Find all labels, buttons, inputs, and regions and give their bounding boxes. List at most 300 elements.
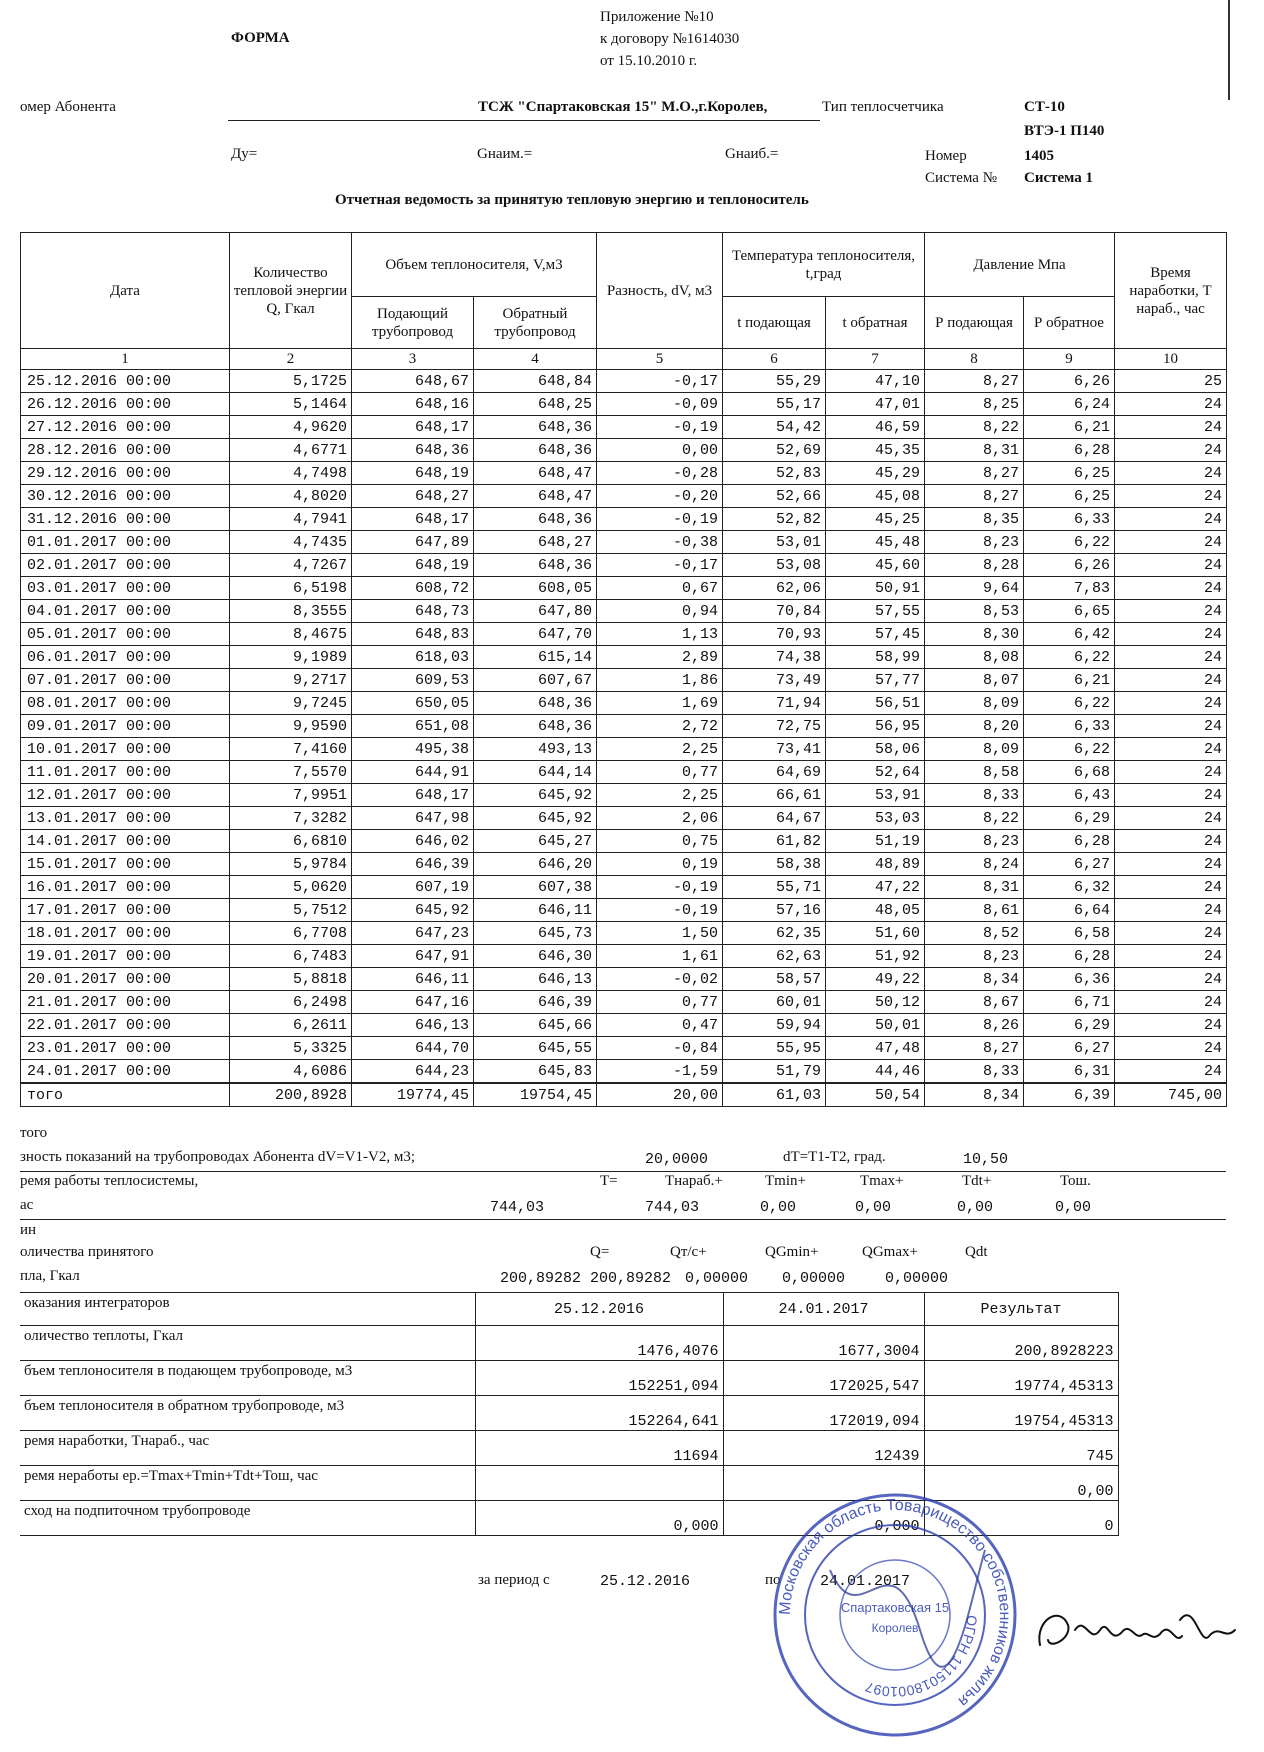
heat-value: 0,00000: [685, 1270, 749, 1287]
row-cell: 64,69: [723, 761, 826, 784]
row-cell: 55,29: [723, 370, 826, 393]
row-cell: 24: [1115, 853, 1227, 876]
row-date: 12.01.2017 00:00: [21, 784, 230, 807]
table-row: [21, 462, 1227, 485]
total-cell: 20,00: [597, 1083, 723, 1107]
row-cell: 8,23: [925, 945, 1024, 968]
row-cell: 6,25: [1024, 462, 1115, 485]
row-cell: 2,25: [597, 738, 723, 761]
total-cell: 200,8928: [230, 1083, 352, 1107]
row-date: 01.01.2017 00:00: [21, 531, 230, 554]
table-row: [21, 393, 1227, 416]
itogo-label: того: [20, 1125, 48, 1141]
column-index: 2: [230, 349, 352, 370]
row-cell: 1,69: [597, 692, 723, 715]
column-index: 9: [1024, 349, 1115, 370]
integrator-end: 12439: [723, 1431, 924, 1466]
row-date: 06.01.2017 00:00: [21, 646, 230, 669]
row-cell: 6,29: [1024, 1014, 1115, 1037]
row-cell: 51,79: [723, 1060, 826, 1084]
row-cell: 608,72: [352, 577, 474, 600]
row-cell: 6,65: [1024, 600, 1115, 623]
row-cell: 1,50: [597, 922, 723, 945]
total-cell: 6,39: [1024, 1083, 1115, 1107]
row-cell: -0,02: [597, 968, 723, 991]
row-cell: 5,1725: [230, 370, 352, 393]
row-date: 02.01.2017 00:00: [21, 554, 230, 577]
row-date: 03.01.2017 00:00: [21, 577, 230, 600]
row-cell: -0,20: [597, 485, 723, 508]
row-cell: 2,06: [597, 807, 723, 830]
heat-value: 200,89282: [500, 1270, 582, 1287]
row-cell: 4,8020: [230, 485, 352, 508]
table-row: [21, 1060, 1227, 1084]
runtime-header: T=: [600, 1173, 618, 1189]
row-cell: 0,77: [597, 991, 723, 1014]
row-cell: 646,30: [474, 945, 597, 968]
integrator-row: [20, 1326, 1118, 1361]
row-date: 09.01.2017 00:00: [21, 715, 230, 738]
row-cell: 648,17: [352, 416, 474, 439]
row-cell: 24: [1115, 577, 1227, 600]
row-cell: 74,38: [723, 646, 826, 669]
row-cell: 7,5570: [230, 761, 352, 784]
row-cell: 648,67: [352, 370, 474, 393]
row-cell: 644,14: [474, 761, 597, 784]
stamp-ogrn: ОГРН 1115018001097: [863, 1614, 981, 1701]
row-cell: 59,94: [723, 1014, 826, 1037]
stamp-outer-text: Московская область Товарищество собственников жилья: [776, 1496, 1014, 1710]
row-cell: 6,68: [1024, 761, 1115, 784]
row-cell: 4,6771: [230, 439, 352, 462]
table-row: [21, 761, 1227, 784]
row-date: 17.01.2017 00:00: [21, 899, 230, 922]
table-row: [21, 715, 1227, 738]
col-t-supply-header: t подающая: [723, 297, 826, 349]
total-cell: 19774,45: [352, 1083, 474, 1107]
integrator-label: ремя наработки, Тнараб., час: [20, 1431, 475, 1466]
row-cell: 44,46: [826, 1060, 925, 1084]
table-row: [21, 669, 1227, 692]
row-cell: 8,22: [925, 416, 1024, 439]
row-cell: 6,42: [1024, 623, 1115, 646]
integrator-result: 745: [924, 1431, 1118, 1466]
row-cell: -0,19: [597, 899, 723, 922]
col-runtime-header: Время наработки, Т нараб., час: [1115, 233, 1227, 349]
row-cell: 62,06: [723, 577, 826, 600]
row-cell: 8,24: [925, 853, 1024, 876]
meter-type-label: Тип теплосчетчика: [822, 99, 944, 115]
row-cell: 56,51: [826, 692, 925, 715]
runtime-header: Тош.: [1060, 1173, 1091, 1189]
row-cell: 645,66: [474, 1014, 597, 1037]
integrator-start: 152251,094: [475, 1361, 723, 1396]
row-cell: 24: [1115, 439, 1227, 462]
appendix-line-2: к договору №1614030: [600, 31, 740, 47]
divider-1: [20, 1171, 1226, 1172]
row-cell: 648,36: [352, 439, 474, 462]
row-cell: 6,21: [1024, 416, 1115, 439]
row-cell: 8,52: [925, 922, 1024, 945]
row-cell: 7,83: [1024, 577, 1115, 600]
row-cell: 73,49: [723, 669, 826, 692]
row-cell: 6,7708: [230, 922, 352, 945]
row-cell: 71,94: [723, 692, 826, 715]
row-date: 04.01.2017 00:00: [21, 600, 230, 623]
row-cell: 8,23: [925, 531, 1024, 554]
integrator-start: 11694: [475, 1431, 723, 1466]
row-cell: 1,13: [597, 623, 723, 646]
stamp-city: Королев: [871, 1621, 919, 1635]
column-index: 5: [597, 349, 723, 370]
row-cell: 53,08: [723, 554, 826, 577]
row-date: 30.12.2016 00:00: [21, 485, 230, 508]
row-cell: 46,59: [826, 416, 925, 439]
row-cell: 648,36: [474, 439, 597, 462]
row-date: 25.12.2016 00:00: [21, 370, 230, 393]
row-cell: 615,14: [474, 646, 597, 669]
row-cell: 647,91: [352, 945, 474, 968]
row-cell: 4,9620: [230, 416, 352, 439]
row-cell: 55,95: [723, 1037, 826, 1060]
row-date: 15.01.2017 00:00: [21, 853, 230, 876]
row-cell: 8,4675: [230, 623, 352, 646]
table-row: [21, 899, 1227, 922]
row-cell: 648,17: [352, 784, 474, 807]
row-cell: 645,73: [474, 922, 597, 945]
heat-header: Qdt: [965, 1244, 988, 1260]
total-label: того: [21, 1083, 230, 1107]
row-date: 24.01.2017 00:00: [21, 1060, 230, 1084]
col-diff-header: Разность, dV, м3: [597, 233, 723, 349]
row-cell: 1,61: [597, 945, 723, 968]
row-cell: 45,60: [826, 554, 925, 577]
table-row: [21, 853, 1227, 876]
row-cell: 24: [1115, 899, 1227, 922]
integrator-row: [20, 1361, 1118, 1396]
row-cell: 4,7498: [230, 462, 352, 485]
row-cell: 647,70: [474, 623, 597, 646]
row-cell: 648,19: [352, 462, 474, 485]
row-cell: 493,13: [474, 738, 597, 761]
row-cell: 8,08: [925, 646, 1024, 669]
row-cell: 6,24: [1024, 393, 1115, 416]
row-cell: 648,36: [474, 416, 597, 439]
row-cell: -0,19: [597, 876, 723, 899]
row-cell: 6,28: [1024, 830, 1115, 853]
row-cell: 6,29: [1024, 807, 1115, 830]
row-cell: 646,13: [352, 1014, 474, 1037]
period-from-label: за период с: [478, 1572, 550, 1588]
row-date: 14.01.2017 00:00: [21, 830, 230, 853]
column-index-row: [21, 349, 1227, 370]
row-cell: 57,45: [826, 623, 925, 646]
row-cell: 8,58: [925, 761, 1024, 784]
row-cell: 8,31: [925, 876, 1024, 899]
row-cell: 53,91: [826, 784, 925, 807]
row-cell: 51,60: [826, 922, 925, 945]
subscriber-name: ТСЖ "Спартаковская 15" М.О.,г.Королев,: [478, 99, 768, 115]
row-cell: 645,92: [352, 899, 474, 922]
row-cell: 24: [1115, 945, 1227, 968]
row-cell: 647,80: [474, 600, 597, 623]
row-cell: 58,57: [723, 968, 826, 991]
row-cell: 47,10: [826, 370, 925, 393]
row-date: 10.01.2017 00:00: [21, 738, 230, 761]
integrator-end: 0,000: [723, 1501, 924, 1536]
row-cell: 24: [1115, 531, 1227, 554]
row-date: 08.01.2017 00:00: [21, 692, 230, 715]
total-row: [21, 1083, 1227, 1107]
total-cell: 19754,45: [474, 1083, 597, 1107]
row-cell: 24: [1115, 968, 1227, 991]
integrator-label: сход на подпиточном трубопроводе: [20, 1501, 475, 1536]
gmin-label: Gнаим.=: [477, 146, 533, 162]
row-cell: 647,16: [352, 991, 474, 1014]
row-cell: 6,28: [1024, 945, 1115, 968]
integrator-label: ремя неработы ер.=Tmax+Tmin+Tdt+Тош, час: [20, 1466, 475, 1501]
row-cell: 1,86: [597, 669, 723, 692]
row-cell: 8,26: [925, 1014, 1024, 1037]
row-cell: 24: [1115, 761, 1227, 784]
row-cell: 24: [1115, 1037, 1227, 1060]
row-cell: 70,84: [723, 600, 826, 623]
diff-label: зность показаний на трубопроводах Абонента dV=V1-V2, м3;: [20, 1149, 415, 1165]
row-cell: -1,59: [597, 1060, 723, 1084]
row-cell: 49,22: [826, 968, 925, 991]
row-cell: 24: [1115, 807, 1227, 830]
row-date: 21.01.2017 00:00: [21, 991, 230, 1014]
table-row: [21, 600, 1227, 623]
row-cell: 8,35: [925, 508, 1024, 531]
row-cell: 9,64: [925, 577, 1024, 600]
row-cell: 7,4160: [230, 738, 352, 761]
table-row: [21, 646, 1227, 669]
row-cell: 6,58: [1024, 922, 1115, 945]
row-cell: 5,3325: [230, 1037, 352, 1060]
row-cell: 618,03: [352, 646, 474, 669]
row-cell: 24: [1115, 462, 1227, 485]
row-cell: 24: [1115, 393, 1227, 416]
row-cell: 66,61: [723, 784, 826, 807]
row-cell: 645,92: [474, 784, 597, 807]
integrator-end: 172019,094: [723, 1396, 924, 1431]
row-cell: 650,05: [352, 692, 474, 715]
row-cell: 45,35: [826, 439, 925, 462]
row-cell: 8,09: [925, 738, 1024, 761]
row-cell: 6,33: [1024, 715, 1115, 738]
table-row: [21, 439, 1227, 462]
row-cell: 47,22: [826, 876, 925, 899]
row-cell: 8,28: [925, 554, 1024, 577]
row-cell: 7,9951: [230, 784, 352, 807]
row-date: 18.01.2017 00:00: [21, 922, 230, 945]
runtime-value: 744,03: [490, 1199, 545, 1216]
row-cell: 4,7435: [230, 531, 352, 554]
table-row: [21, 370, 1227, 393]
column-index: 1: [21, 349, 230, 370]
row-cell: 62,35: [723, 922, 826, 945]
row-cell: 0,75: [597, 830, 723, 853]
appendix-line-1: Приложение №10: [600, 9, 714, 25]
row-cell: 8,67: [925, 991, 1024, 1014]
runtime-header: Tdt+: [962, 1173, 992, 1189]
row-cell: 45,29: [826, 462, 925, 485]
column-index: 8: [925, 349, 1024, 370]
row-cell: 648,27: [352, 485, 474, 508]
row-cell: 646,39: [352, 853, 474, 876]
row-cell: 644,23: [352, 1060, 474, 1084]
row-cell: 70,93: [723, 623, 826, 646]
row-cell: 6,22: [1024, 738, 1115, 761]
row-cell: 648,83: [352, 623, 474, 646]
row-cell: 53,03: [826, 807, 925, 830]
gmax-label: Gнаиб.=: [725, 146, 779, 162]
heat-label-2: пла, Гкал: [20, 1268, 80, 1284]
row-date: 16.01.2017 00:00: [21, 876, 230, 899]
row-cell: 648,16: [352, 393, 474, 416]
row-cell: 6,7483: [230, 945, 352, 968]
integrator-start: 0,000: [475, 1501, 723, 1536]
row-cell: 651,08: [352, 715, 474, 738]
col-p-return-header: Р обратное: [1024, 297, 1115, 349]
row-cell: 648,17: [352, 508, 474, 531]
subscriber-underline: [228, 120, 820, 121]
row-cell: -0,38: [597, 531, 723, 554]
row-cell: 648,73: [352, 600, 474, 623]
col-t-return-header: t обратная: [826, 297, 925, 349]
row-cell: 57,77: [826, 669, 925, 692]
row-cell: 645,55: [474, 1037, 597, 1060]
row-cell: 24: [1115, 554, 1227, 577]
integrators-col-end: 24.01.2017: [723, 1293, 924, 1326]
integrator-label: оличество теплоты, Гкал: [20, 1326, 475, 1361]
row-cell: 52,82: [723, 508, 826, 531]
row-cell: 24: [1115, 692, 1227, 715]
table-row: [21, 692, 1227, 715]
row-cell: 50,12: [826, 991, 925, 1014]
row-cell: 647,89: [352, 531, 474, 554]
runtime-header: Tmin+: [765, 1173, 806, 1189]
row-cell: 644,91: [352, 761, 474, 784]
row-cell: 24: [1115, 485, 1227, 508]
number-label: Номер: [925, 148, 967, 164]
row-cell: 495,38: [352, 738, 474, 761]
col-heat-header: Количество тепловой энергии Q, Гкал: [230, 233, 352, 349]
row-cell: 47,48: [826, 1037, 925, 1060]
col-p-supply-header: Р подающая: [925, 297, 1024, 349]
row-cell: 0,94: [597, 600, 723, 623]
heat-value: 0,00000: [885, 1270, 949, 1287]
row-cell: 8,27: [925, 485, 1024, 508]
row-cell: 5,7512: [230, 899, 352, 922]
row-cell: 8,34: [925, 968, 1024, 991]
row-cell: 55,17: [723, 393, 826, 416]
total-cell: 8,34: [925, 1083, 1024, 1107]
row-cell: -0,28: [597, 462, 723, 485]
table-row: [21, 876, 1227, 899]
row-cell: 646,02: [352, 830, 474, 853]
row-cell: 8,3555: [230, 600, 352, 623]
runtime-value: 0,00: [760, 1199, 797, 1216]
row-cell: 645,83: [474, 1060, 597, 1084]
heat-header: Q=: [590, 1244, 610, 1260]
col-temperature-header: Температура теплоносителя, t,град: [723, 233, 925, 297]
runtime-value: 0,00: [855, 1199, 892, 1216]
row-cell: 8,33: [925, 784, 1024, 807]
row-cell: 24: [1115, 416, 1227, 439]
column-index: 10: [1115, 349, 1227, 370]
integrator-result: 0,00: [924, 1466, 1118, 1501]
row-cell: 645,92: [474, 807, 597, 830]
row-cell: 8,31: [925, 439, 1024, 462]
row-cell: 9,7245: [230, 692, 352, 715]
stamp-inner-text: Спартаковская 15: [840, 1600, 950, 1615]
row-cell: 647,23: [352, 922, 474, 945]
table-row: [21, 485, 1227, 508]
row-cell: 648,25: [474, 393, 597, 416]
row-cell: 4,7941: [230, 508, 352, 531]
row-cell: 8,09: [925, 692, 1024, 715]
table-row: [21, 738, 1227, 761]
row-cell: 0,00: [597, 439, 723, 462]
row-cell: 52,64: [826, 761, 925, 784]
row-cell: 648,36: [474, 692, 597, 715]
runtime-value: 744,03: [645, 1199, 700, 1216]
integrator-result: 200,8928223: [924, 1326, 1118, 1361]
row-cell: 45,08: [826, 485, 925, 508]
table-row: [21, 508, 1227, 531]
dt-label: dT=T1-T2, град.: [783, 1149, 886, 1165]
row-date: 26.12.2016 00:00: [21, 393, 230, 416]
total-cell: 61,03: [723, 1083, 826, 1107]
row-cell: 648,36: [474, 554, 597, 577]
row-cell: -0,19: [597, 416, 723, 439]
row-cell: 648,47: [474, 462, 597, 485]
row-cell: 607,38: [474, 876, 597, 899]
runtime-value: 0,00: [1055, 1199, 1092, 1216]
appendix-line-3: от 15.10.2010 г.: [600, 53, 698, 69]
row-cell: 58,06: [826, 738, 925, 761]
row-cell: 24: [1115, 646, 1227, 669]
row-cell: 50,91: [826, 577, 925, 600]
integrators-col-result: Результат: [924, 1293, 1118, 1326]
row-cell: 52,66: [723, 485, 826, 508]
row-cell: 8,53: [925, 600, 1024, 623]
row-date: 20.01.2017 00:00: [21, 968, 230, 991]
dt-value: 10,50: [963, 1151, 1009, 1168]
col-return-header: Обратный трубопровод: [474, 297, 597, 349]
row-cell: 646,39: [474, 991, 597, 1014]
col-pressure-header: Давление Мпа: [925, 233, 1115, 297]
column-index: 7: [826, 349, 925, 370]
row-cell: 47,01: [826, 393, 925, 416]
integrator-start: [475, 1466, 723, 1501]
row-cell: 6,43: [1024, 784, 1115, 807]
row-cell: 55,71: [723, 876, 826, 899]
row-cell: 8,25: [925, 393, 1024, 416]
signature: [1030, 1590, 1240, 1670]
integrators-col-start: 25.12.2016: [475, 1293, 723, 1326]
row-cell: 6,25: [1024, 485, 1115, 508]
row-date: 19.01.2017 00:00: [21, 945, 230, 968]
row-cell: 608,05: [474, 577, 597, 600]
row-cell: 6,2611: [230, 1014, 352, 1037]
row-cell: 8,23: [925, 830, 1024, 853]
row-cell: 607,67: [474, 669, 597, 692]
row-cell: 6,32: [1024, 876, 1115, 899]
row-cell: 0,47: [597, 1014, 723, 1037]
